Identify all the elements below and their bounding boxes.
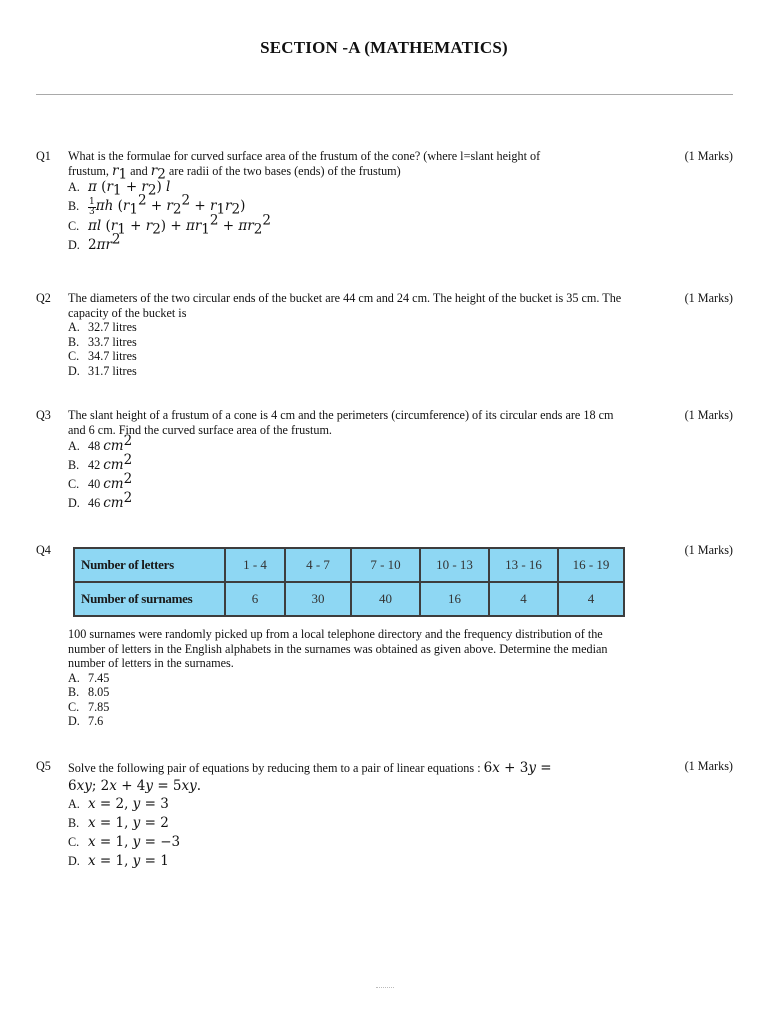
question-5 bbox=[36, 759, 733, 874]
table-cell: 16 - 19 bbox=[558, 548, 624, 582]
question-marks: (1 Marks) bbox=[684, 291, 733, 305]
math-equation-1: 6x + 3y = 6xy; 2x + 4y = 5xy. bbox=[68, 760, 552, 794]
table-row-header: Number of surnames bbox=[74, 582, 225, 616]
option-c[interactable]: C. 34.7 litres bbox=[68, 349, 137, 363]
question-3 bbox=[36, 408, 733, 518]
table-cell: 10 - 13 bbox=[420, 548, 489, 582]
table-cell: 4 bbox=[489, 582, 558, 616]
question-text: 100 surnames were randomly picked up from a local telephone directory and the frequency distribution of the number of letters in the English alphabets in the surnames was obtained as given above. Determine the median number of letters in the surnames. bbox=[68, 627, 608, 670]
table-cell: 6 bbox=[225, 582, 285, 616]
option-c[interactable]: C. 7.85 bbox=[68, 699, 110, 714]
option-d[interactable]: D. 46 $cm^2$ bbox=[68, 489, 133, 511]
option-a[interactable]: A. 7.45 bbox=[68, 670, 110, 685]
option-d[interactable]: D. x = 1, y = 1 bbox=[68, 853, 169, 869]
question-marks: (1 Marks) bbox=[684, 408, 733, 422]
question-body bbox=[68, 627, 623, 729]
question-body bbox=[68, 291, 623, 378]
table-cell: 16 bbox=[420, 582, 489, 616]
section-title: SECTION -A (MATHEMATICS) bbox=[260, 38, 508, 57]
option-d[interactable]: D. 31.7 litres bbox=[68, 363, 137, 378]
table-row-header: Number of letters bbox=[74, 548, 225, 582]
option-b[interactable]: B. x = 1, y = 2 bbox=[68, 815, 169, 831]
header-divider bbox=[36, 94, 733, 95]
question-1 bbox=[36, 149, 733, 261]
question-number: Q2 bbox=[36, 291, 51, 305]
question-text: The diameters of the two circular ends of the bucket are 44 cm and 24 cm. The height of the bucket is 35 cm. The capacity of the bucket is bbox=[68, 291, 622, 320]
question-4 bbox=[36, 543, 733, 733]
option-b[interactable]: B. 8.05 bbox=[68, 685, 110, 699]
question-body bbox=[68, 149, 623, 255]
option-d[interactable]: D. $2\pi r^2$ bbox=[68, 231, 121, 253]
option-c[interactable]: C. 40 $cm^2$ bbox=[68, 470, 133, 492]
question-text: The slant height of a frustum of a cone is 4 cm and the perimeters (circumference) of its circular ends are 18 cm and 6 cm. Find the curved surface area of the frustum. bbox=[68, 408, 614, 437]
question-number: Q5 bbox=[36, 759, 51, 773]
option-a[interactable]: A. 32.7 litres bbox=[68, 320, 137, 334]
question-number: Q3 bbox=[36, 408, 51, 422]
table-cell: 4 bbox=[558, 582, 624, 616]
table-cell: 4 - 7 bbox=[285, 548, 351, 582]
table-row bbox=[74, 548, 624, 582]
option-b[interactable]: B. 42 $cm^2$ bbox=[68, 451, 133, 473]
question-text: What is the formulae for curved surface area of the frustum of the cone? (where l=slant height of frustum, $r_1$ and $r_2$ are radii of the two bases (ends) of the frustum) bbox=[68, 149, 541, 183]
table-cell: 1 - 4 bbox=[225, 548, 285, 582]
math-r2: $r_2$ bbox=[150, 162, 166, 183]
question-body bbox=[68, 408, 623, 513]
table-cell: 13 - 16 bbox=[489, 548, 558, 582]
option-b[interactable]: B. 33.7 litres bbox=[68, 334, 137, 349]
option-b[interactable]: B. $\frac{1}{3}$ πh $(r_1^2 + r_2^2 + r_1r_2)$ bbox=[68, 192, 246, 218]
question-number: Q4 bbox=[36, 543, 51, 557]
frequency-table bbox=[73, 547, 625, 617]
question-body bbox=[68, 759, 623, 871]
footer-mark bbox=[376, 987, 394, 988]
table-cell: 40 bbox=[351, 582, 420, 616]
option-a[interactable]: A. π $(r_1 + r_2)$ l bbox=[68, 179, 171, 199]
table-cell: 30 bbox=[285, 582, 351, 616]
question-number: Q1 bbox=[36, 149, 51, 163]
question-marks: (1 Marks) bbox=[684, 149, 733, 163]
question-marks: (1 Marks) bbox=[684, 543, 733, 557]
option-d[interactable]: D. 7.6 bbox=[68, 714, 104, 728]
option-a[interactable]: A. x = 2, y = 3 bbox=[68, 796, 169, 812]
option-c[interactable]: C. πl $(r_1 + r_2) + \pi r_1^2 + \pi r_2^2$ bbox=[68, 212, 271, 238]
table-cell: 7 - 10 bbox=[351, 548, 420, 582]
table-row bbox=[74, 582, 624, 616]
question-marks: (1 Marks) bbox=[684, 759, 733, 773]
math-r1: $r_1$ bbox=[112, 162, 128, 183]
question-2 bbox=[36, 291, 733, 381]
option-a[interactable]: A. 48 $cm^2$ bbox=[68, 432, 133, 454]
question-text: Solve the following pair of equations by reducing them to a pair of linear equations : 6x + 3y = 6xy; 2x + 4y = 5xy. bbox=[68, 760, 552, 794]
option-c[interactable]: C. x = 1, y = −3 bbox=[68, 834, 181, 850]
